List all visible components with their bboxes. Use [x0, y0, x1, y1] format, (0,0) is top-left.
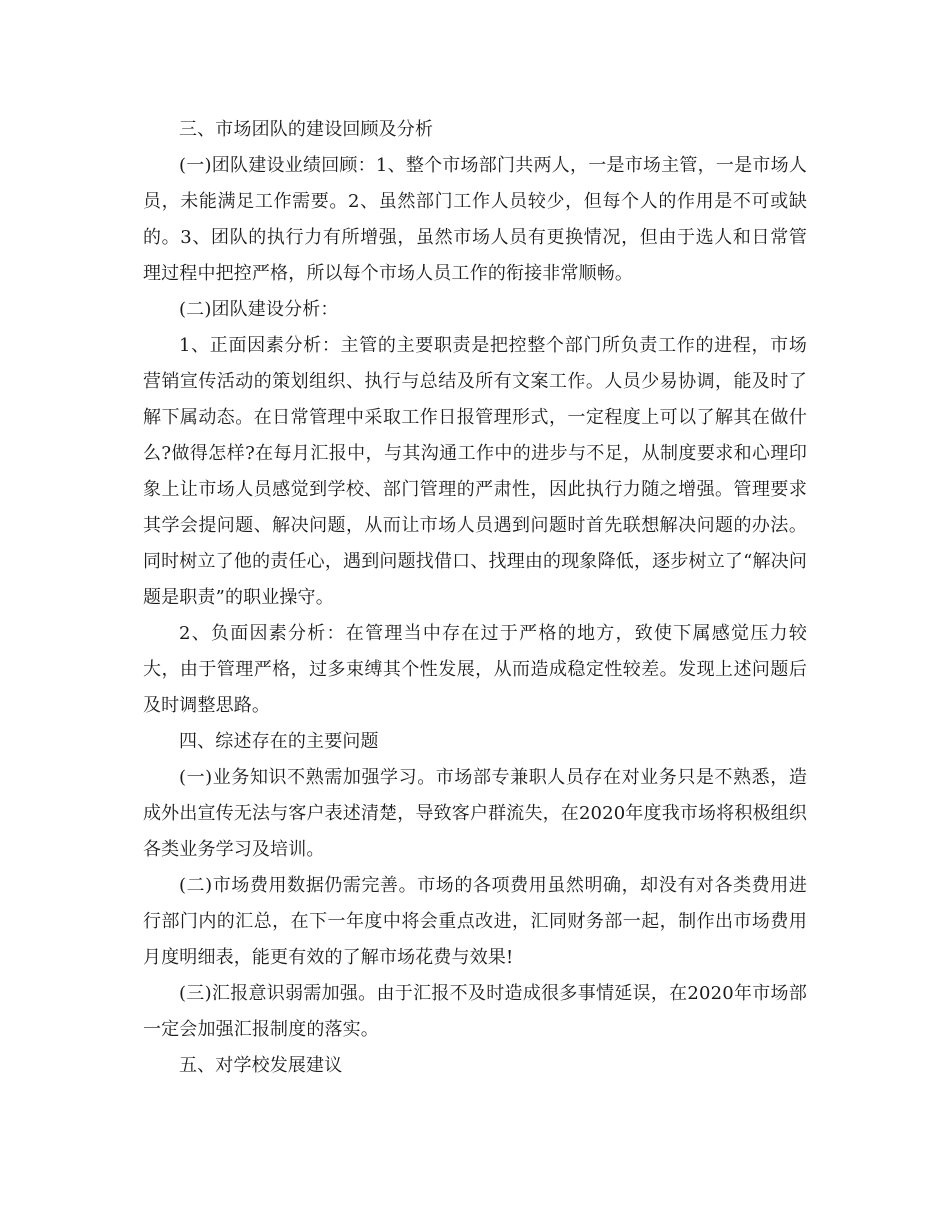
- section-heading-4: 四、综述存在的主要问题: [179, 731, 379, 752]
- paragraph-issue-costs: (二)市场费用数据仍需完善。市场的各项费用虽然明确，却没有对各类费用进行部门内的汇总，在下一年度中将会重点改进，汇同财务部一起，制作出市场费用月度明细表，能更有效的了解市场花费与效果!: [143, 875, 807, 968]
- subheading-team-analysis: (二)团队建设分析：: [179, 299, 339, 320]
- paragraph-positive-factors: 1、正面因素分析：主管的主要职责是把控整个部门所负责工作的进程，市场营销宣传活动的策划组织、执行与总结及所有文案工作。人员少易协调，能及时了解下属动态。在日常管理中采取工作日报管理形式，一定程度上可以了解其在做什么?做得怎样?在每月汇报中，与其沟通工作中的进步与不足，从制度要求和心理印象上让市场人员感觉到学校、部门管理的严肃性，因此执行力随之增强。管理要求其学会提问题、解决问题，从而让市场人员遇到问题时首先联想解决问题的办法。同时树立了他的责任心，遇到问题找借口、找理由的现象降低，逐步树立了“解决问题是职责”的职业操守。: [143, 335, 807, 608]
- paragraph-issue-reporting: (三)汇报意识弱需加强。由于汇报不及时造成很多事情延误，在2020年市场部一定会加强汇报制度的落实。: [143, 983, 807, 1040]
- section-heading-3: 三、市场团队的建设回顾及分析: [179, 119, 434, 140]
- paragraph-team-review: (一)团队建设业绩回顾：1、整个市场部门共两人，一是市场主管，一是市场人员，未能满足工作需要。2、虽然部门工作人员较少，但每个人的作用是不可或缺的。3、团队的执行力有所增强，虽然市场人员有更换情况，但由于选人和日常管理过程中把控严格，所以每个市场人员工作的衔接非常顺畅。: [143, 155, 807, 284]
- paragraph-negative-factors: 2、负面因素分析：在管理当中存在过于严格的地方，致使下属感觉压力较大，由于管理严格，过多束缚其个性发展，从而造成稳定性较差。发现上述问题后及时调整思路。: [143, 623, 807, 716]
- document-body: [143, 112, 807, 1084]
- paragraph-issue-knowledge: (一)业务知识不熟需加强学习。市场部专兼职人员存在对业务只是不熟悉，造成外出宣传无法与客户表述清楚，导致客户群流失，在2020年度我市场将积极组织各类业务学习及培训。: [143, 767, 807, 860]
- section-heading-5: 五、对学校发展建议: [179, 1055, 343, 1076]
